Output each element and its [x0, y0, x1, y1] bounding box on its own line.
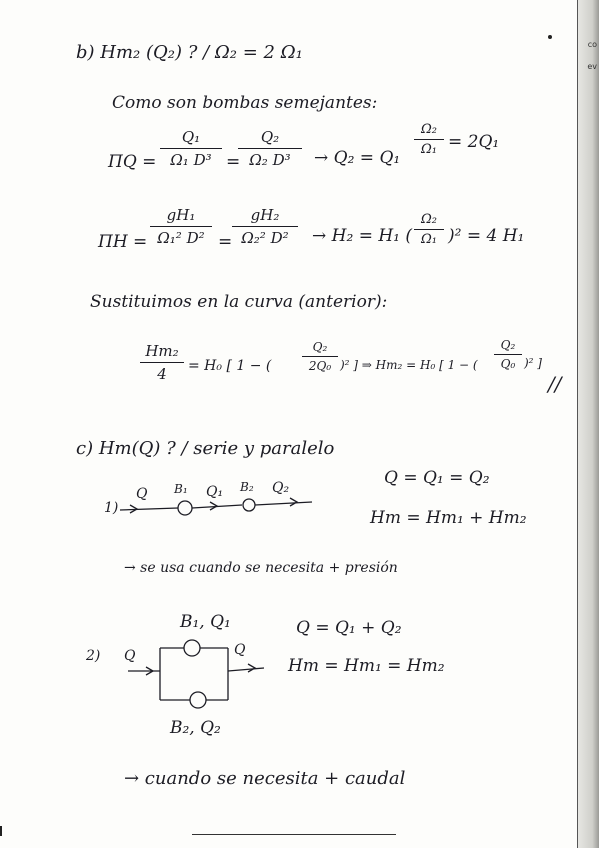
series-diagram: [120, 490, 320, 524]
pi-q-frac1-den: Ω₁ D³: [170, 151, 212, 169]
pi-h-frac2-num: gH₂: [250, 206, 280, 224]
pi-q-ratio-num: Ω₂: [421, 122, 437, 137]
pi-q-frac2-num: Q₂: [260, 128, 280, 146]
parallel-number: 2): [86, 648, 101, 664]
pump-b2-symbol: [190, 692, 206, 708]
edge-note-mid: ev: [587, 62, 597, 71]
curve-lhs-num: Hm₂: [145, 342, 179, 360]
parallel-note: → cuando se necesita + caudal: [124, 768, 406, 789]
parallel-label-q-out: Q: [234, 642, 246, 658]
curve-lhs-fraction: [140, 342, 184, 383]
pi-h-result-end: )² = 4 H₁: [448, 226, 525, 246]
pi-h-ratio-den: Ω₁: [421, 232, 437, 247]
curve-q-num: Q₂: [312, 340, 328, 354]
parallel-label-top: B₁, Q₁: [180, 612, 231, 632]
final-result-mark: //: [548, 372, 562, 396]
pi-h-fraction-1: [150, 206, 212, 247]
pi-h-result: → H₂ = H₁ (: [312, 226, 413, 246]
curve-lhs-den: 4: [157, 365, 167, 383]
series-label-q2: Q₂: [272, 480, 290, 496]
pump-b2-symbol: [243, 499, 255, 511]
parallel-label-bottom: B₂, Q₂: [170, 718, 221, 738]
pi-q-ratio-den: Ω₁: [421, 142, 437, 157]
pi-q-fraction-2: [238, 128, 302, 169]
pi-h-ratio-num: Ω₂: [421, 212, 437, 227]
part-b-intro: Como son bombas semejantes:: [112, 93, 378, 113]
part-c-heading: c) Hm(Q) ? / serie y paralelo: [76, 438, 335, 459]
series-eq-hm: Hm = Hm₁ + Hm₂: [370, 508, 527, 528]
series-note: → se usa cuando se necesita + presión: [124, 560, 398, 576]
pi-q-frac2-den: Ω₂ D³: [249, 151, 291, 169]
series-eq-q: Q = Q₁ = Q₂: [384, 468, 490, 488]
pump-b1-symbol: [178, 501, 192, 515]
series-label-b1: B₁: [174, 482, 188, 496]
series-mid-arrow: [210, 502, 217, 510]
margin-tick: [0, 826, 2, 836]
curve-q2-num: Q₂: [500, 338, 516, 352]
edge-note-top: co: [587, 40, 597, 49]
part-b-heading: b) Hm₂ (Q₂) ? / Ω₂ = 2 Ω₁: [76, 42, 303, 63]
parallel-outlet-pipe: [228, 668, 264, 671]
pi-h-frac2-den: Ω₂² D²: [241, 229, 289, 247]
pi-q-frac1-num: Q₁: [181, 128, 201, 146]
pi-h-frac1-num: gH₁: [166, 206, 196, 224]
footer-rule: [192, 834, 396, 835]
curve-mid: = H₀ [ 1 − (: [188, 358, 272, 374]
curve-q2-fraction: [494, 338, 522, 371]
pi-h-ratio: [414, 212, 444, 247]
pi-q-eq: =: [226, 152, 241, 172]
parallel-diagram: [128, 628, 268, 714]
adjacent-page-edge: [577, 0, 599, 848]
parallel-label-q-in: Q: [124, 648, 136, 664]
series-label-q1: Q₁: [206, 484, 224, 500]
parallel-outlet-arrow: [248, 664, 255, 672]
series-pipe-1: [120, 508, 178, 510]
curve-q2-den: Q₀: [500, 357, 516, 371]
ink-dot: [548, 35, 552, 39]
series-outlet-arrow: [290, 498, 297, 506]
pi-h-fraction-2: [232, 206, 298, 247]
curve-end: )² ]: [524, 356, 542, 370]
pi-q-ratio: [414, 122, 444, 157]
parallel-eq-q: Q = Q₁ + Q₂: [296, 618, 402, 638]
pi-h-frac1-den: Ω₁² D²: [157, 229, 205, 247]
series-label-b2: B₂: [240, 480, 254, 494]
parallel-eq-hm: Hm = Hm₁ = Hm₂: [288, 656, 445, 676]
series-number: 1): [104, 500, 119, 516]
pi-q-result: → Q₂ = Q₁: [314, 148, 401, 168]
series-label-q: Q: [136, 486, 148, 502]
page-edge-line: [577, 0, 578, 848]
pi-q-lhs: ΠQ =: [108, 152, 157, 172]
curve-q-fraction: [302, 340, 338, 373]
curve-q-den: 2Q₀: [308, 359, 332, 373]
pi-q-result-end: = 2Q₁: [448, 132, 500, 152]
pi-q-fraction-1: [160, 128, 222, 169]
pi-h-lhs: ΠH =: [98, 232, 148, 252]
substitute-text: Sustituimos en la curva (anterior):: [90, 292, 388, 312]
pump-b1-symbol: [184, 640, 200, 656]
series-pipe-3: [255, 502, 312, 505]
curve-mid-end: )² ] ⇒ Hm₂ = H₀ [ 1 − (: [340, 358, 478, 372]
pi-h-eq: =: [218, 232, 233, 252]
